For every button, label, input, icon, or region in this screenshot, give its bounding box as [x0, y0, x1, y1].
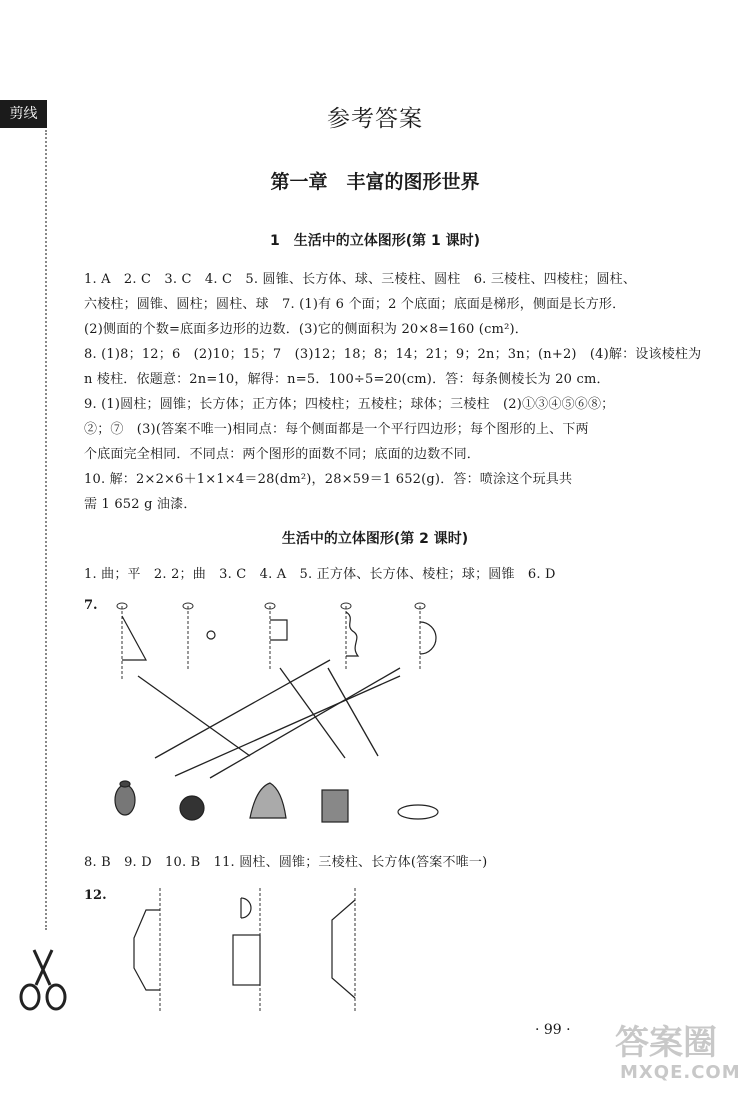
page-number: · 99 · — [535, 1022, 571, 1038]
answer-line: 个底面完全相同．不同点：两个图形的面数不同；底面的边数不同． — [84, 447, 481, 462]
q7-matching-figure — [100, 598, 480, 833]
lesson-2-heading: 生活中的立体图形(第 2 课时) — [281, 531, 469, 547]
watermark-url: MXQE.COM — [620, 1062, 741, 1083]
q12-figure — [120, 880, 370, 1015]
page-title: 参考答案 — [327, 106, 423, 132]
lesson-1-heading: 1 生活中的立体图形(第 1 课时) — [269, 233, 481, 249]
answer-line: (2)侧面的个数=底面多边形的边数．(3)它的侧面积为 20×8=160 (cm²)． — [84, 322, 528, 337]
answer-line: n 棱柱．依题意：2n=10，解得：n=5．100÷5=20(cm)．答：每条侧棱长为 20 cm． — [84, 372, 610, 387]
answer-line: 1. A 2. C 3. C 4. C 5. 圆锥、长方体、球、三棱柱、圆柱 6. 三棱柱、四棱柱；圆柱、 — [84, 272, 637, 287]
cut-line-tab: 剪线 — [0, 100, 47, 128]
question-7-label: 7. — [84, 598, 98, 613]
answer-line: 1. 曲；平 2. 2；曲 3. C 4. A 5. 正方体、长方体、棱柱；球；圆锥 6. D — [84, 567, 556, 582]
watermark: 答案圈 — [615, 1023, 717, 1063]
scissors-icon — [12, 945, 72, 1015]
answer-line: 需 1 652 g 油漆． — [84, 497, 197, 512]
answer-line: 六棱柱；圆锥、圆柱；圆柱、球 7. (1)有 6 个面；2 个底面；底面是梯形，侧面是长方形． — [84, 297, 626, 312]
answer-line: 10. 解：2×2×6＋1×1×4＝28(dm²)，28×59＝1 652(g)．答：喷涂这个玩具共 — [84, 472, 573, 487]
answer-line: 9. (1)圆柱；圆锥；长方体；正方体；四棱柱；五棱柱；球体；三棱柱 (2)①③④⑤⑥⑧； — [84, 397, 615, 412]
answer-line: 8. (1)8；12；6 (2)10；15；7 (3)12；18；8；14；21；9；2n；3n；(n+2) (4)解：设该棱柱为 — [84, 347, 702, 362]
chapter-title: 第一章 丰富的图形世界 — [270, 171, 480, 193]
question-12-label: 12. — [84, 888, 107, 903]
answer-line: 8. B 9. D 10. B 11. 圆柱、圆锥；三棱柱、长方体(答案不唯一) — [84, 855, 488, 870]
answer-line: ②；⑦ (3)(答案不唯一)相同点：每个侧面都是一个平行四边形；每个图形的上、下两 — [84, 422, 589, 437]
